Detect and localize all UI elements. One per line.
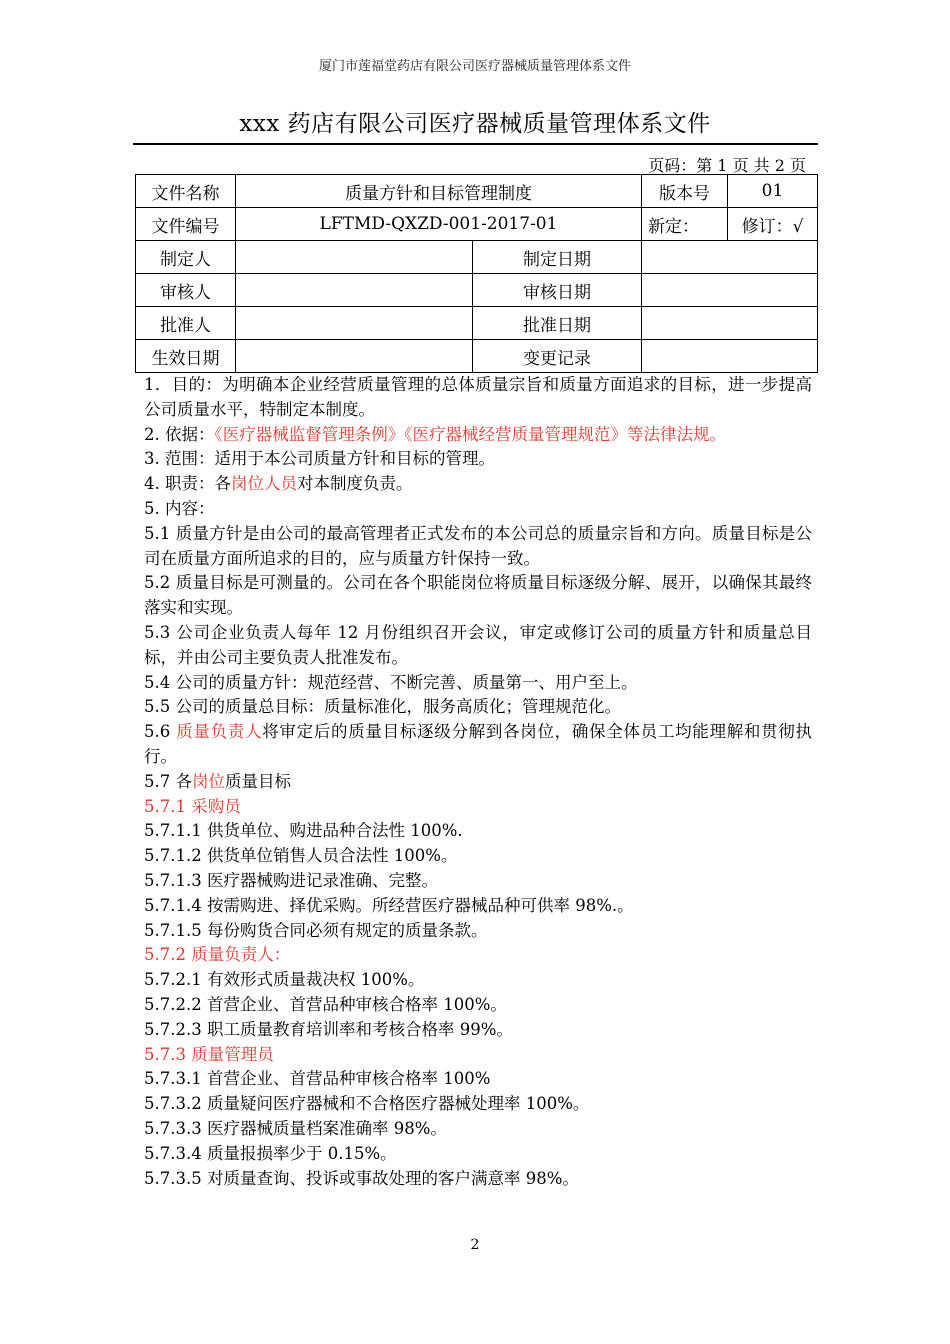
revise-cell <box>728 208 818 241</box>
heading-5-7-1: 5.7.1 采购员 <box>144 796 241 816</box>
duty-role: 岗位人员 <box>231 474 297 494</box>
drafter-value <box>236 241 473 274</box>
duty-text: 对本制度负责。 <box>297 474 413 494</box>
change-record-value <box>642 340 818 373</box>
paragraph-duty <box>144 472 812 497</box>
list-item: 5.7.1.2 供货单位销售人员合法性 100%。 <box>144 846 458 866</box>
doc-name-label: 文件名称 <box>136 175 236 208</box>
list-item: 5.7.1.1 供货单位、购进品种合法性 100%. <box>144 821 463 841</box>
paragraph-content: 5. 内容： <box>144 498 215 518</box>
page-number: 2 <box>470 1237 480 1253</box>
p5-6-text: 将审定后的质量目标逐级分解到各岗位，确保全体员工均能理解和贯彻执行。 <box>144 722 813 766</box>
document-info-table <box>135 174 818 373</box>
heading-5-7-2: 5.7.2 质量负责人： <box>144 945 291 965</box>
p5-7-text: 质量目标 <box>225 771 291 791</box>
list-item: 5.7.2.1 有效形式质量裁决权 100%。 <box>144 970 425 990</box>
duty-label: 4. 职责：各 <box>144 474 231 494</box>
draft-date-value <box>642 241 818 274</box>
paragraph-5-2: 5.2 质量目标是可测量的。公司在各个职能岗位将质量目标逐级分解、展开，以确保其最终落实和实现。 <box>144 573 812 618</box>
list-item: 5.7.1.4 按需购进、择优采购。所经营医疗器械品种可供率 98%.。 <box>144 895 634 915</box>
p5-7-number: 5.7 各 <box>144 771 192 791</box>
doc-no-value: LFTMD-QXZD-001-2017-01 <box>236 208 642 241</box>
list-item: 5.7.3.2 质量疑问医疗器械和不合格医疗器械处理率 100%。 <box>144 1094 590 1114</box>
table-row <box>136 208 818 241</box>
paragraph-purpose: 1．目的：为明确本企业经营质量管理的总体质量宗旨和质量方面追求的目标，进一步提高公司质量水平，特制定本制度。 <box>144 375 812 419</box>
paragraph-5-6 <box>144 720 812 770</box>
p5-6-role: 质量负责人 <box>176 722 263 742</box>
list-item: 5.7.1.5 每份购货合同必须有规定的质量条款。 <box>144 920 488 940</box>
reviewer-value <box>236 274 473 307</box>
effective-date-label: 生效日期 <box>136 340 236 373</box>
approve-date-label: 批准日期 <box>473 307 642 340</box>
basis-regulations: 《医疗器械监督管理条例》《医疗器械经营质量管理规范》等法律法规。 <box>214 424 726 444</box>
draft-date-label: 制定日期 <box>473 241 642 274</box>
p5-7-role: 岗位 <box>192 771 225 791</box>
version-value: 01 <box>728 175 818 208</box>
review-date-value <box>642 274 818 307</box>
doc-name-value: 质量方针和目标管理制度 <box>236 175 642 208</box>
document-body <box>144 373 812 1191</box>
paragraph-5-4: 5.4 公司的质量方针：规范经营、不断完善、质量第一、用户至上。 <box>144 672 638 692</box>
paragraph-5-3: 5.3 公司企业负责人每年 12 月份组织召开会议，审定或修订公司的质量方针和质量总目标，并由公司主要负责人批准发布。 <box>144 622 812 667</box>
list-item: 5.7.2.2 首营企业、首营品种审核合格率 100%。 <box>144 994 507 1014</box>
table-row <box>136 274 818 307</box>
review-date-label: 审核日期 <box>473 274 642 307</box>
list-item: 5.7.1.3 医疗器械购进记录准确、完整。 <box>144 870 438 890</box>
document-title: xxx 药店有限公司医疗器械质量管理体系文件 <box>239 111 711 137</box>
paragraph-5-7 <box>144 770 812 795</box>
new-label: 新定： <box>642 208 728 241</box>
paragraph-5-1: 5.1 质量方针是由公司的最高管理者正式发布的本公司总的质量宗旨和方向。质量目标是公司在质量方面所追求的目的，应与质量方针保持一致。 <box>144 523 812 568</box>
effective-date-value <box>236 340 473 373</box>
page-count: 页码：第 1 页 共 2 页 <box>648 156 806 175</box>
title-rule <box>133 143 818 145</box>
version-label: 版本号 <box>642 175 728 208</box>
change-record-label: 变更记录 <box>473 340 642 373</box>
list-item: 5.7.3.1 首营企业、首营品种审核合格率 100% <box>144 1069 491 1089</box>
p5-7-3-role: 质量管理员 <box>191 1044 274 1064</box>
revise-mark: √ <box>792 216 804 237</box>
list-item: 5.7.2.3 职工质量教育培训率和考核合格率 99%。 <box>144 1019 513 1039</box>
paragraph-scope: 3. 范围：适用于本公司质量方针和目标的管理。 <box>144 449 495 469</box>
list-item: 5.7.3.3 医疗器械质量档案准确率 98%。 <box>144 1118 447 1138</box>
table-row <box>136 241 818 274</box>
approve-date-value <box>642 307 818 340</box>
table-row <box>136 340 818 373</box>
basis-label: 2. 依据： <box>144 424 215 444</box>
running-header: 厦门市莲福堂药店有限公司医疗器械质量管理体系文件 <box>318 59 631 74</box>
list-item: 5.7.3.5 对质量查询、投诉或事故处理的客户满意率 98%。 <box>144 1168 579 1188</box>
approver-value <box>236 307 473 340</box>
paragraph-5-5: 5.5 公司的质量总目标：质量标准化，服务高质化；管理规范化。 <box>144 697 621 717</box>
table-row <box>136 175 818 208</box>
doc-no-label: 文件编号 <box>136 208 236 241</box>
drafter-label: 制定人 <box>136 241 236 274</box>
heading-5-7-3 <box>144 1043 812 1068</box>
approver-label: 批准人 <box>136 307 236 340</box>
table-row <box>136 307 818 340</box>
paragraph-basis <box>144 423 812 448</box>
revise-label: 修订： <box>741 216 793 237</box>
p5-6-number: 5.6 <box>144 722 177 742</box>
list-item: 5.7.3.4 质量报损率少于 0.15%。 <box>144 1143 397 1163</box>
p5-7-3-number: 5.7.3 <box>144 1044 192 1064</box>
reviewer-label: 审核人 <box>136 274 236 307</box>
